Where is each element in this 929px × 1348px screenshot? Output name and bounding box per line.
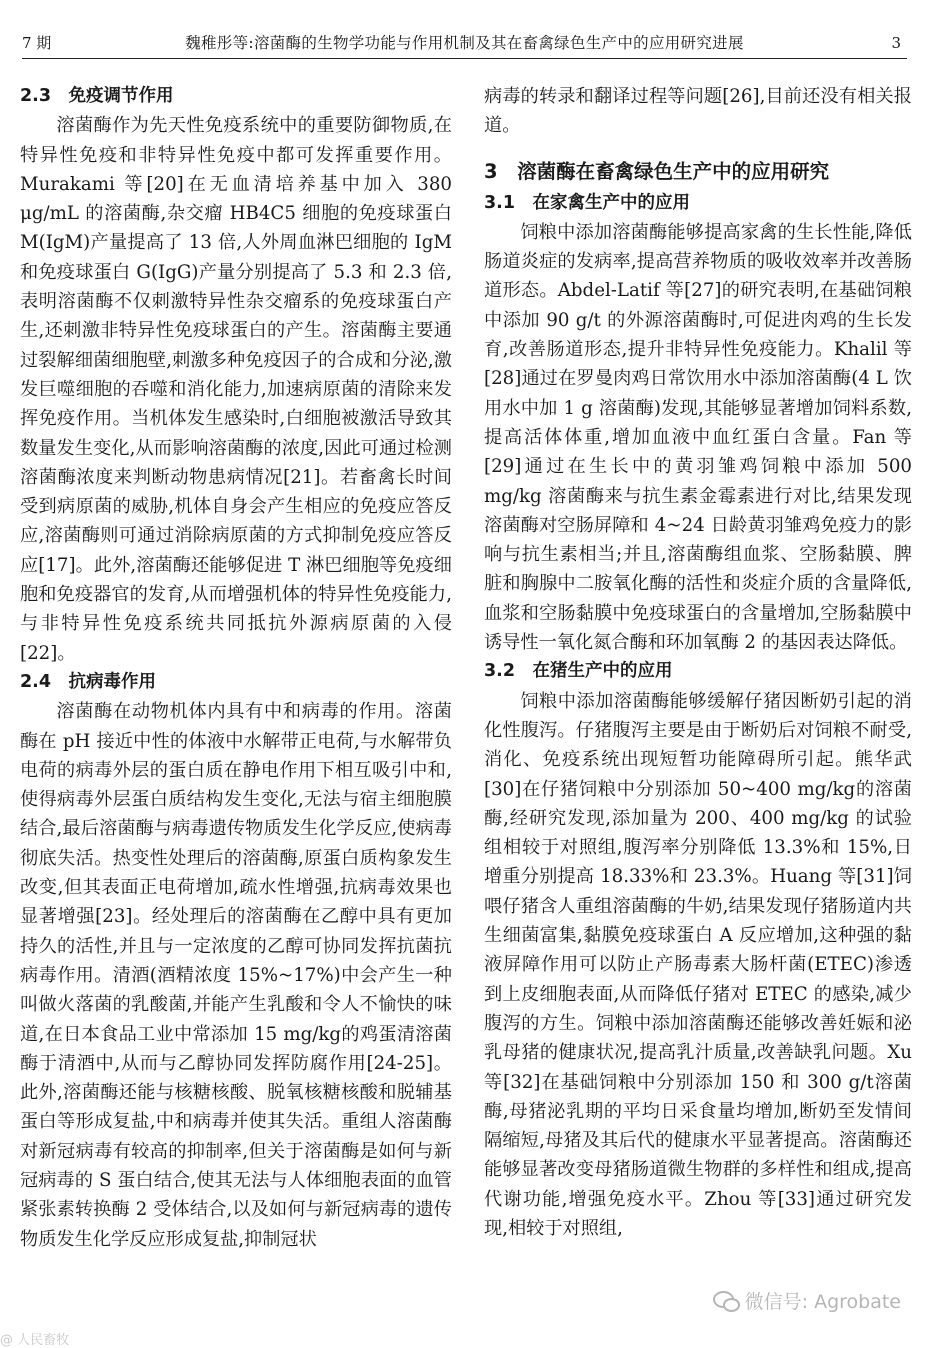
section-3-2-heading: 3.2 在猪生产中的应用 xyxy=(484,661,673,682)
watermark-left: @ 人民畜牧 xyxy=(0,1333,70,1348)
section-2-3-heading: 2.3 免疫调节作用 xyxy=(20,86,174,106)
wechat-icon xyxy=(713,1291,739,1311)
section-3-1-heading: 3.1 在家禽生产中的应用 xyxy=(484,192,691,213)
right-column xyxy=(484,82,912,1243)
section-2-4-heading: 2.4 抗病毒作用 xyxy=(20,671,157,692)
watermark-right-text: 微信号: Agrobate xyxy=(744,1291,901,1313)
section-3-heading: 3 溶菌酶在畜禽绿色生产中的应用研究 xyxy=(484,159,830,183)
section-3-1-paragraph: 饲粮中添加溶菌酶能够提高家禽的生长性能,降低肠道炎症的发病率,提高营养物质的吸收效率并改善肠道形态。Abdel-Latif 等[27]的研究表明,在基础饲粮中添加 90 g/t 的外源溶菌酶时,可促进肉鸡的生长发育,改善肠道形态,提升非特异性免疫能力。Khalil 等[28]通过在罗曼肉鸡日常饮用水中添加溶菌酶(4 L 饮用水中加 1 g 溶菌酶)发现,其能够显著增加饲料系数,提高活体体重,增加血液中血红蛋白含量。Fan 等[29]通过在生长中的黄羽雏鸡饲粮中添加 500 mg/kg 溶菌酶来与抗生素金霉素进行对比,结果发现溶菌酶对空肠屏障和 4~24 日龄黄羽雏鸡免疫力的影响与抗生素相当;并且,溶菌酶组血浆、空肠黏膜、脾脏和胸腺中二胺氧化酶的活性和炎症介质的含量降低,血浆和空肠黏膜中免疫球蛋白的含量增加,空肠黏膜中诱导性一氧化氮合酶和环加氧酶 2 的基因表达降低。 xyxy=(484,221,912,654)
continued-paragraph: 病毒的转录和翻译过程等问题[26],目前还没有相关报道。 xyxy=(484,86,912,137)
section-2-4-paragraph: 溶菌酶在动物机体内具有中和病毒的作用。溶菌酶在 pH 接近中性的体液中水解带正电荷,与水解带负电荷的病毒外层的蛋白质在静电作用下相互吸引中和,使得病毒外层蛋白质结构发生变化,无法与宿主细胞膜结合,最后溶菌酶与病毒遗传物质发生化学反应,使病毒彻底失活。热变性处理后的溶菌酶,原蛋白质构象发生改变,但其表面正电荷增加,疏水性增强,抗病毒效果也显著增强[23]。经处理后的溶菌酶在乙醇中具有更加持久的活性,并且与一定浓度的乙醇可协同发挥抗菌抗病毒作用。清酒(酒精浓度 15%~17%)中会产生一种叫做火落菌的乳酸菌,并能产生乳酸和令人不愉快的味道,在日本食品工业中常添加 15 mg/kg的鸡蛋清溶菌酶于清酒中,从而与乙醇协同发挥防腐作用[24-25]。此外,溶菌酶还能与核糖核酸、脱氧核糖核酸和脱辅基蛋白等形成复盐,中和病毒并使其失活。重组人溶菌酶对新冠病毒有较高的抑制率,但关于溶菌酶是如何与新冠病毒的 S 蛋白结合,使其无法与人体细胞表面的血管紧张素转换酶 2 受体结合,以及如何与新冠病毒的遗传物质发生化学反应形成复盐,抑制冠状 xyxy=(20,701,452,1250)
left-column xyxy=(20,82,452,1254)
issue-number: 7 期 xyxy=(22,34,52,52)
running-title: 魏稚彤等:溶菌酶的生物学功能与作用机制及其在畜禽绿色生产中的应用研究进展 xyxy=(185,34,744,52)
page-number: 3 xyxy=(891,34,901,52)
section-2-3-paragraph: 溶菌酶作为先天性免疫系统中的重要防御物质,在特异性免疫和非特异性免疫中都可发挥重要作用。Murakami 等[20]在无血清培养基中加入 380 μg/mL 的溶菌酶,杂交瘤 HB4C5 细胞的免疫球蛋白 M(IgM)产量提高了 13 倍,人外周血淋巴细胞的 IgM 和免疫球蛋白 G(IgG)产量分别提高了 5.3 和 2.3 倍,表明溶菌酶不仅刺激特异性杂交瘤系的免疫球蛋白产生,还刺激非特异性免疫球蛋白的产生。溶菌酶主要通过裂解细菌细胞壁,刺激多种免疫因子的合成和分泌,激发巨噬细胞的吞噬和消化能力,加速病原菌的清除来发挥免疫作用。当机体发生感染时,白细胞被激活导致其数量发生变化,从而影响溶菌酶的浓度,因此可通过检测溶菌酶浓度来判断动物患病情况[21]。若畜禽长时间受到病原菌的威胁,机体自身会产生相应的免疫应答反应,溶菌酶则可通过消除病原菌的方式抑制免疫应答反应[17]。此外,溶菌酶还能够促进 T 淋巴细胞等免疫细胞和免疫器官的发育,从而增强机体的特异性免疫能力,与非特异性免疫系统共同抵抗外源病原菌的入侵[22]。 xyxy=(20,115,452,664)
running-header xyxy=(22,28,907,59)
watermark-right xyxy=(713,1287,901,1314)
section-3-2-paragraph: 饲粮中添加溶菌酶能够缓解仔猪因断奶引起的消化性腹泻。仔猪腹泻主要是由于断奶后对饲粮不耐受,消化、免疫系统出现短暂功能障碍所引起。熊华武[30]在仔猪饲粮中分别添加 50~400 mg/kg的溶菌酶,经研究发现,添加量为 200、400 mg/kg 的试验组相较于对照组,腹泻率分别降低 13.3%和 15%,日增重分别提高 18.33%和 23.3%。Huang 等[31]饲喂仔猪含人重组溶菌酶的牛奶,结果发现仔猪肠道内共生细菌富集,黏膜免疫球蛋白 A 反应增加,这种强的黏液屏障作用可以防止产肠毒素大肠杆菌(ETEC)渗透到上皮细胞表面,从而降低仔猪对 ETEC 的感染,减少腹泻的方生。饲粮中添加溶菌酶还能够改善妊娠和泌乳母猪的健康状况,提高乳汁质量,改善缺乳问题。Xu 等[32]在基础饲粮中分别添加 150 和 300 g/t溶菌酶,母猪泌乳期的平均日采食量均增加,断奶至发情间隔缩短,母猪及其后代的健康水平显著提高。溶菌酶还能够显著改变母猪肠道微生物群的多样性和组成,提高代谢功能,增强免疫水平。Zhou 等[33]通过研究发现,相较于对照组, xyxy=(484,690,912,1239)
